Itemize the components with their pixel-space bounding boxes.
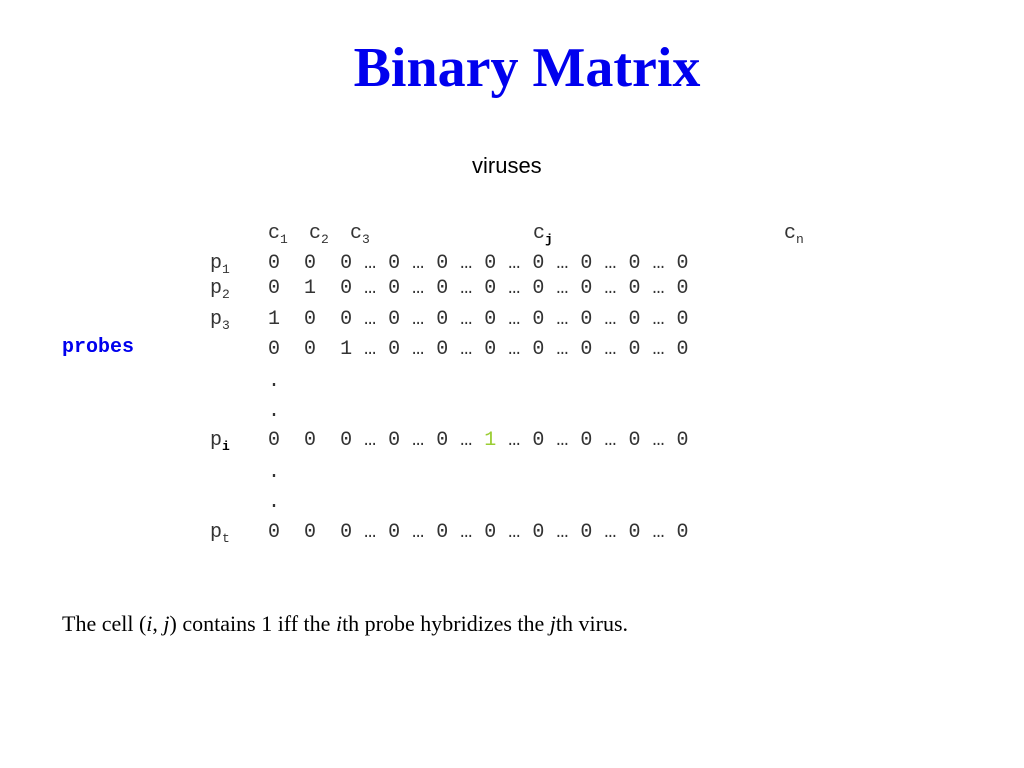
matrix-cell: 0 <box>580 252 593 275</box>
matrix-ellipsis: … <box>652 521 665 544</box>
probes-label: probes <box>62 336 135 359</box>
matrix-cell: 0 <box>484 338 497 361</box>
matrix-cell: 0 <box>580 338 593 361</box>
matrix-row-p2 <box>268 277 689 301</box>
matrix-cell: 0 <box>268 277 281 300</box>
matrix-ellipsis: … <box>460 429 473 452</box>
matrix-cell: 1 <box>340 338 353 361</box>
matrix-cell: 0 <box>436 277 449 300</box>
column-header-cj: $c_j$ <box>533 222 553 247</box>
matrix-cell: 0 <box>304 429 317 452</box>
matrix-cell: 0 <box>676 277 689 300</box>
matrix-cell: 1 <box>484 429 497 452</box>
matrix-ellipsis: … <box>604 252 617 275</box>
matrix-ellipsis: … <box>412 252 425 275</box>
matrix-cell: 0 <box>268 521 281 544</box>
vertical-ellipsis-dot: . <box>268 461 281 484</box>
matrix-cell: 0 <box>484 252 497 275</box>
matrix-row-pi <box>268 429 689 453</box>
matrix-cell: 0 <box>676 308 689 331</box>
matrix-ellipsis: … <box>604 308 617 331</box>
column-header-cn: $c_n$ <box>784 222 804 247</box>
matrix-cell: 0 <box>388 277 401 300</box>
matrix-cell: 0 <box>484 308 497 331</box>
matrix-ellipsis: … <box>460 252 473 275</box>
caption: The cell (i, j) contains 1 iff the ith probe hybridizes the jth virus. <box>62 611 629 636</box>
matrix-ellipsis: … <box>508 308 521 331</box>
matrix-cell: 0 <box>580 521 593 544</box>
matrix-ellipsis: … <box>460 277 473 300</box>
matrix-cell: 0 <box>340 252 353 275</box>
matrix-ellipsis: … <box>508 252 521 275</box>
matrix-ellipsis: … <box>364 277 377 300</box>
matrix-cell: 0 <box>388 521 401 544</box>
matrix-ellipsis: … <box>364 429 377 452</box>
column-header-c3: $c_3$ <box>350 222 370 247</box>
matrix-cell: 0 <box>340 429 353 452</box>
matrix-cell: 0 <box>268 338 281 361</box>
matrix-cell: 0 <box>436 252 449 275</box>
matrix-cell: 1 <box>304 277 317 300</box>
viruses-label: viruses <box>472 153 542 178</box>
matrix-cell: 0 <box>628 338 641 361</box>
matrix-cell: 0 <box>484 521 497 544</box>
row-label-p1: $p_1$ <box>210 252 230 277</box>
matrix-ellipsis: … <box>556 338 569 361</box>
matrix-ellipsis: … <box>508 277 521 300</box>
vertical-ellipsis-dot: . <box>268 491 281 514</box>
matrix-cell: 0 <box>304 338 317 361</box>
matrix-cell: 0 <box>676 429 689 452</box>
matrix-ellipsis: … <box>460 308 473 331</box>
matrix-ellipsis: … <box>556 277 569 300</box>
matrix-ellipsis: … <box>556 429 569 452</box>
matrix-cell: 0 <box>532 308 545 331</box>
row-label-pt: $p_t$ <box>210 521 230 546</box>
matrix-ellipsis: … <box>604 521 617 544</box>
matrix-cell: 0 <box>532 521 545 544</box>
matrix-cell: 0 <box>436 338 449 361</box>
matrix-ellipsis: … <box>364 308 377 331</box>
matrix-ellipsis: … <box>412 338 425 361</box>
matrix-row-pt <box>268 521 689 545</box>
matrix-ellipsis: … <box>508 338 521 361</box>
matrix-cell: 0 <box>676 521 689 544</box>
matrix-ellipsis: … <box>556 521 569 544</box>
matrix-cell: 0 <box>532 277 545 300</box>
matrix-cell: 0 <box>388 252 401 275</box>
matrix-ellipsis: … <box>412 308 425 331</box>
matrix-ellipsis: … <box>604 277 617 300</box>
matrix-cell: 0 <box>304 252 317 275</box>
matrix-ellipsis: … <box>364 338 377 361</box>
matrix-cell: 0 <box>628 308 641 331</box>
matrix-cell: 0 <box>388 429 401 452</box>
matrix-ellipsis: … <box>604 429 617 452</box>
matrix-ellipsis: … <box>652 429 665 452</box>
matrix-cell: 0 <box>580 308 593 331</box>
matrix-ellipsis: … <box>652 308 665 331</box>
row-label-p3: $p_3$ <box>210 308 230 333</box>
matrix-ellipsis: … <box>508 521 521 544</box>
column-header-c1: $c_1$ <box>268 222 288 247</box>
matrix-ellipsis: … <box>652 338 665 361</box>
matrix-cell: 0 <box>436 308 449 331</box>
matrix-cell: 0 <box>388 308 401 331</box>
matrix-cell: 0 <box>304 308 317 331</box>
matrix-ellipsis: … <box>604 338 617 361</box>
vertical-ellipsis-dot: . <box>268 370 281 393</box>
matrix-ellipsis: … <box>460 521 473 544</box>
matrix-cell: 0 <box>532 338 545 361</box>
matrix-cell: 0 <box>340 308 353 331</box>
column-header-c2: $c_2$ <box>309 222 329 247</box>
vertical-ellipsis-dot: . <box>268 400 281 423</box>
matrix-ellipsis: … <box>652 277 665 300</box>
row-label-pi: $p_i$ <box>210 429 230 454</box>
matrix-ellipsis: … <box>364 521 377 544</box>
matrix-cell: 0 <box>628 521 641 544</box>
matrix-cell: 0 <box>580 277 593 300</box>
matrix-ellipsis: … <box>556 252 569 275</box>
matrix-ellipsis: … <box>508 429 521 452</box>
slide-title: Binary Matrix <box>353 37 701 99</box>
matrix-cell: 0 <box>388 338 401 361</box>
matrix-ellipsis: … <box>412 277 425 300</box>
matrix-cell: 0 <box>676 338 689 361</box>
matrix-cell: 0 <box>484 277 497 300</box>
matrix-cell: 0 <box>268 429 281 452</box>
matrix-ellipsis: … <box>412 521 425 544</box>
matrix-row-p3 <box>268 308 689 332</box>
matrix-cell: 0 <box>676 252 689 275</box>
matrix-cell: 0 <box>628 429 641 452</box>
matrix-cell: 0 <box>532 429 545 452</box>
matrix-ellipsis: … <box>556 308 569 331</box>
matrix-cell: 0 <box>340 521 353 544</box>
matrix-cell: 0 <box>436 521 449 544</box>
matrix-ellipsis: … <box>460 338 473 361</box>
matrix-cell: 1 <box>268 308 281 331</box>
matrix-cell: 0 <box>532 252 545 275</box>
matrix-ellipsis: … <box>412 429 425 452</box>
row-label-p2: $p_2$ <box>210 277 230 302</box>
matrix-cell: 0 <box>436 429 449 452</box>
matrix-cell: 0 <box>628 252 641 275</box>
matrix-ellipsis: … <box>652 252 665 275</box>
matrix-cell: 0 <box>580 429 593 452</box>
matrix-row-p1 <box>268 252 689 276</box>
matrix-cell: 0 <box>628 277 641 300</box>
matrix-cell: 0 <box>268 252 281 275</box>
matrix-row-unlabeled <box>268 338 689 362</box>
matrix-cell: 0 <box>340 277 353 300</box>
matrix-cell: 0 <box>304 521 317 544</box>
matrix-ellipsis: … <box>364 252 377 275</box>
